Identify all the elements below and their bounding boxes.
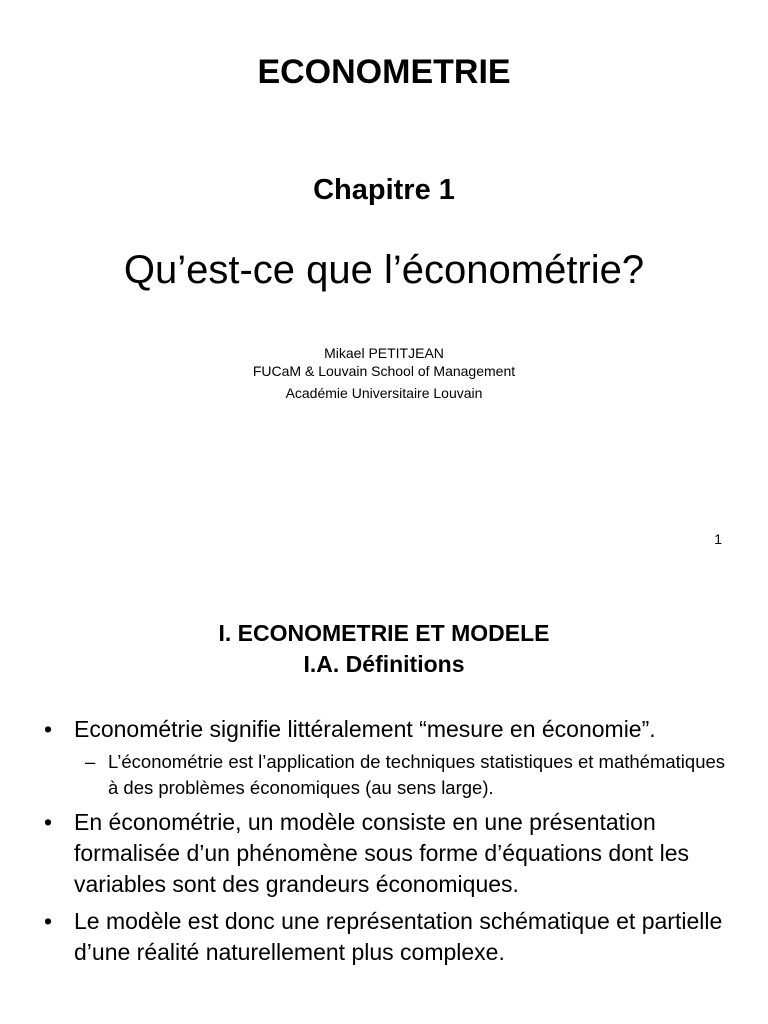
page-number: 1 bbox=[714, 531, 722, 547]
bullet-text: Econométrie signifie littéralement “mesure en économie”. bbox=[74, 716, 656, 742]
bullet-marker: • bbox=[44, 716, 53, 742]
bullet-item bbox=[40, 714, 730, 801]
bullet-text: Le modèle est donc une représentation schématique et partielle d’une réalité naturellement plus complexe. bbox=[74, 908, 723, 965]
bullet-item bbox=[40, 906, 730, 968]
subsection-heading: I.A. Définitions bbox=[303, 651, 465, 677]
bullet-list bbox=[40, 714, 730, 974]
author-name: Mikael PETITJEAN bbox=[324, 345, 444, 361]
bullet-item bbox=[40, 807, 730, 900]
slide-2 bbox=[0, 576, 768, 1024]
bullet-marker: • bbox=[44, 809, 53, 835]
chapter-heading: Chapitre 1 bbox=[313, 174, 455, 206]
author-academy: Académie Universitaire Louvain bbox=[285, 385, 483, 401]
bullet-text: En économétrie, un modèle consiste en une présentation formalisée d’un phénomène sous forme d’équations dont les variables sont des grandeurs économiques. bbox=[74, 809, 689, 897]
bullet-marker: • bbox=[44, 908, 53, 934]
dash-marker: – bbox=[85, 751, 96, 772]
section-heading: I. ECONOMETRIE ET MODELE bbox=[218, 620, 550, 646]
sub-bullet-text: L’économétrie est l’application de techniques statistiques et mathématiques à des problèmes économiques (au sens large). bbox=[108, 751, 726, 798]
chapter-question: Qu’est-ce que l’économétrie? bbox=[123, 248, 645, 292]
author-affiliation: FUCaM & Louvain School of Management bbox=[252, 363, 516, 379]
sub-bullet-item bbox=[40, 749, 730, 801]
slide-title: ECONOMETRIE bbox=[257, 53, 511, 91]
